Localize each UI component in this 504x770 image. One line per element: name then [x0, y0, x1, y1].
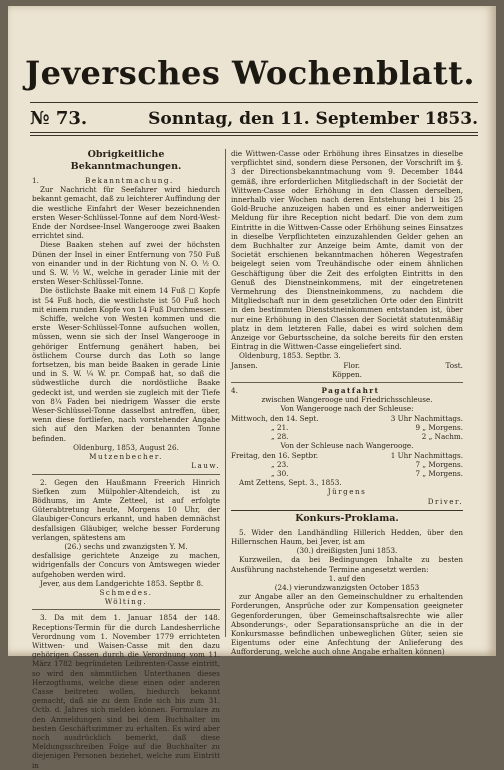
- notice-4-subheading: zwischen Wangerooge und Friedrichsschleuse.: [261, 395, 433, 405]
- notice-2-text-2: desfallsige gerichtete Anzeige zu machen, widrigenfalls der Concurs von Amtswegen wieder aufgehoben werden wird.: [32, 551, 220, 579]
- schedule-row: [231, 432, 463, 441]
- notice-2-text: 2. Gegen den Haußmann Freerich Hinrich Siefken zum Mülpohler-Altendeich, ist zu Bödhums, im Amte Zetteel, ist auf erfolgte Güterabtretung heute, Morgens 10 Uhr, der Glaubiger-Concurs erkannt, und haben demnächst desfallsigen Gläubiger, welche besser Forderung verlangen, spätestens am: [32, 477, 220, 542]
- notice-1-signer-2: Lauw.: [191, 461, 220, 471]
- notice-4-signer-2: Driver.: [427, 496, 463, 506]
- notice-4-sign: Amt Zettens, Sept. 3., 1853.: [239, 478, 342, 488]
- notice-2-signer: Schmedes.: [99, 587, 153, 597]
- schedule-time: 9 „ Morgens.: [415, 422, 463, 432]
- notice-1-text-2: Diese Baaken stehen auf zwei der höchsten Dünen der Insel in einer Entfernung von 750 Fuß von einander und in der Richtung von N. O. ½ O. und S. W. ½ W., welche in gerader Linie mit der ersten Weser-Schlüssel-Tonne.: [32, 240, 220, 287]
- notice-2-signer-2: Wölting.: [104, 597, 148, 607]
- schedule-day: „ 23.: [271, 459, 289, 469]
- notice-3-text: 3. Da mit dem 1. Januar 1854 der 148. Receptions-Termin für die durch Landesherrliche Verordnung vom 1. November 1779 errichteten Wittwen- und Waisen-Casse mit den dazu gehörigen Cassen durch die Verordnung vom 11. März 1782 begründeten Leibrenten-Casse eintritt, so wird den sämmtlichen Unterthanen dieses Herzogthums, welche diese einen oder anderen Casse beitreten wollen, hiedurch bekannt gemacht, daß sie zu dem Ende sich bis zum 31. Octb. d. Jahres sich melden können. Formulare zu den Anmeldungen sind bei dem Buchhalter im besten Geschäftszimmer zu erhalten. Es wird aber noch ausdrücklich bemerkt, daß diese Meldungsschreiben Folge auf die Buchhalter zu diejenigen Personen beziehet, welche zum Eintritt in: [32, 613, 220, 770]
- schedule-day: „ 21.: [271, 422, 289, 432]
- schedule-day: „ 30.: [271, 468, 289, 478]
- notice-1-text: Zur Nachricht für Seefahrer wird hiedurch bekannt gemacht, daß zu leichterer Auffindung der die westliche Einfahrt der Weser bezeichnenden ersten Weser-Schlüssel-Tonne auf dem Nord-West-Ende der Nordsee-Insel Wangerooge zwei Baaken errichtet sind.: [32, 185, 220, 241]
- notice-2-sign: Jever, aus dem Landgerichte 1853. Septbr 8.: [40, 578, 204, 588]
- schedule-time: 3 Uhr Nachmittags.: [390, 413, 463, 423]
- newspaper-page: [8, 6, 496, 770]
- separator: [231, 510, 463, 511]
- schedule-time: 1 Uhr Nachmittags.: [390, 450, 463, 460]
- notice-1-signer: Mutzenbecher.: [89, 452, 163, 462]
- schedule-row: [231, 423, 463, 432]
- notice-1-heading: Bekanntmachung.: [85, 176, 174, 185]
- schedule-day: „ 28.: [271, 432, 289, 442]
- dateline: [30, 108, 478, 129]
- issue-number: № 73.: [30, 108, 88, 129]
- masthead-rule-bottom-2: [30, 135, 478, 136]
- notice-1-place-date: Oldenburg, 1853, August 26.: [73, 442, 179, 452]
- section-heading: Obrigkeitliche Bekanntmachungen.: [70, 149, 182, 172]
- masthead-rule-bottom: [30, 132, 478, 133]
- separator: [32, 609, 220, 610]
- notice-5-list-item: 1. auf den: [328, 573, 366, 583]
- schedule-row: [231, 414, 463, 423]
- signer: Jansen.: [231, 360, 258, 370]
- separator: [32, 474, 220, 475]
- schedule-row: [231, 460, 463, 469]
- notice-1-text-4: Schiffe, welche von Westen kommen und die erste Weser-Schlüssel-Tonne aufsuchen wollen, müssen, wenn sie sich der Insel Wangerooge in gehöriger Entfernung genähert haben, bei östlichem Course durch das Loth so lange fortsetzen, bis man beide Baaken in gerade Linie und in S. W. ¼ W. pr. Compaß hat, so daß die südwestliche durch die nordöstliche Baake gedeckt ist, und werden sie zugleich mit der Tiefe von 8¼ Faden bei niedrigem Wasser die erste Weser-Schlüssel-Tonne dasselbst antreffen, über, wenn diese fortliefen, nach vorstehender Angabe sich auf den Marken der benannten Tonne befinden.: [32, 314, 220, 443]
- notice-4-header: [231, 386, 463, 395]
- notice-4-number: 4.: [231, 386, 238, 396]
- signer: Flor.: [343, 360, 360, 370]
- notice-3-continued: die Wittwen-Casse oder Erhöhung ihres Einsatzes in dieselbe verpflichtet sind, sondern diese Personen, der Vorschrift im §. 3 der Directionsbekanntmachung vom 9. December 1844 gemäß, ihre erforderlichen Mitgliedschaft in der Societät der Wittwen-Casse oder Erhöhung in den Classen derselben, innerhalb vier Wochen nach deren Entstehung bei 1 bis 25 Gold-Bruche anzuzeigen haben und es einer anderweitigen Meldung für ihre Reception nicht bedarf. Die von dem zum Eintritte in die Wittwen-Casse oder Erhöhung seines Einsatzes in dieselbe Verpflichteten einzuzahlenden Gelder gehen an dem Buchhalter zur Anzeige beim Amte, damit von der Societät erschienen bekanntmachen höheren Wegestrafen beigelegt seien vom Treuhändische oder einem ähnlichen Geschäftigung über die Zeit des erfolgten Eintritts in den Genuß des Dienstneinkommens, mit der eingetretenen Vermehrung des Dienstneinkommens, zu nachdem die Mitgliedschaft nur in dem gesetzlichen Orte oder den Eintritt in den bestimmten Dienststneinkommen entstanden ist, über nur eine Erhöhung in den Classen der Societät statutenmäßig platz in dem letzteren Falle, dabei es wird solchen dem Anzeige vor Geburtsscheine, da solche bereits für den ersten Eintrag in die Wittwen-Casse eingeliefert sind.: [231, 149, 463, 352]
- notice-4-route-1: Von Wangerooge nach der Schleuse:: [280, 404, 414, 414]
- schedule-time: 2 „ Nachm.: [421, 432, 463, 442]
- notice-2-date: (26.) sechs und zwanzigsten Y. M.: [64, 541, 188, 551]
- notice-5-text-3: zur Angabe aller an den Gemeinschuldner zu erhaltenden Forderungen, Ansprüche oder zur Kompensation geeigneter Gegenforderungen, über Gemeinschaftsalsrechte wie aller Absonderungs-, oder Separationsansprüche an die in der Konkursmasse befindlichen unbeweglichen Güter, seien sie Eigentums oder eine Anfechtung der Anlieferung des Aufforderung, welche auch ohne Angabe erhalten können): [231, 592, 463, 657]
- notice-4-heading: Pagatfahrt: [321, 386, 380, 396]
- notice-1-text-3: Die östlichste Baake mit einem 14 Fuß □ Kopfe ist 54 Fuß hoch, die westlichste ist 50 Fuß hoch mit einem runden Kopfe von 14 Fuß Durchmesser.: [32, 286, 220, 314]
- notice-4-signer: Jürgens: [327, 487, 367, 497]
- notice-1-number: 1.: [32, 176, 39, 185]
- schedule-day: Freitag, den 16. Septbr.: [231, 450, 318, 460]
- column-divider: [225, 149, 226, 637]
- signer: Tost.: [445, 360, 463, 370]
- signer: Köppen.: [332, 369, 362, 379]
- schedule-time: 7 „ Morgens.: [415, 468, 463, 478]
- masthead-title: Jeversches Wochenblatt.: [24, 54, 476, 92]
- schedule-row: [231, 451, 463, 460]
- schedule-row: [231, 469, 463, 478]
- notice-3-signers: [231, 361, 463, 370]
- right-column: [231, 149, 463, 657]
- notice-1-header: [32, 176, 220, 185]
- notice-5-date: (30.) dreißigsten Juni 1853.: [296, 546, 398, 556]
- notice-5-date-2: (24.) vierundzwanzigsten October 1853: [274, 582, 420, 592]
- notice-5-text-2: Kurzweilen, da bei Bedingungen Inhalte zu besten Ausführung nachstehende Termine angesetzt werden:: [231, 555, 463, 574]
- notice-5-text: 5. Wider den Landhändling Hillerich Hedden, über den Hillernschen Haum, bei Jever, ist am: [231, 527, 463, 546]
- notice-4-route-2: Von der Schleuse nach Wangerooge.: [280, 441, 414, 451]
- masthead-rule-top: [30, 102, 478, 103]
- konkurs-heading: Konkurs-Proklama.: [295, 512, 399, 524]
- issue-date: Sonntag, den 11. September 1853.: [148, 109, 478, 129]
- separator: [231, 382, 463, 383]
- notice-3-place-date: Oldenburg, 1853. Septbr. 3.: [239, 351, 341, 361]
- left-column: [32, 149, 220, 770]
- schedule-time: 7 „ Morgens.: [415, 459, 463, 469]
- schedule-day: Mittwoch, den 14. Sept.: [231, 413, 319, 423]
